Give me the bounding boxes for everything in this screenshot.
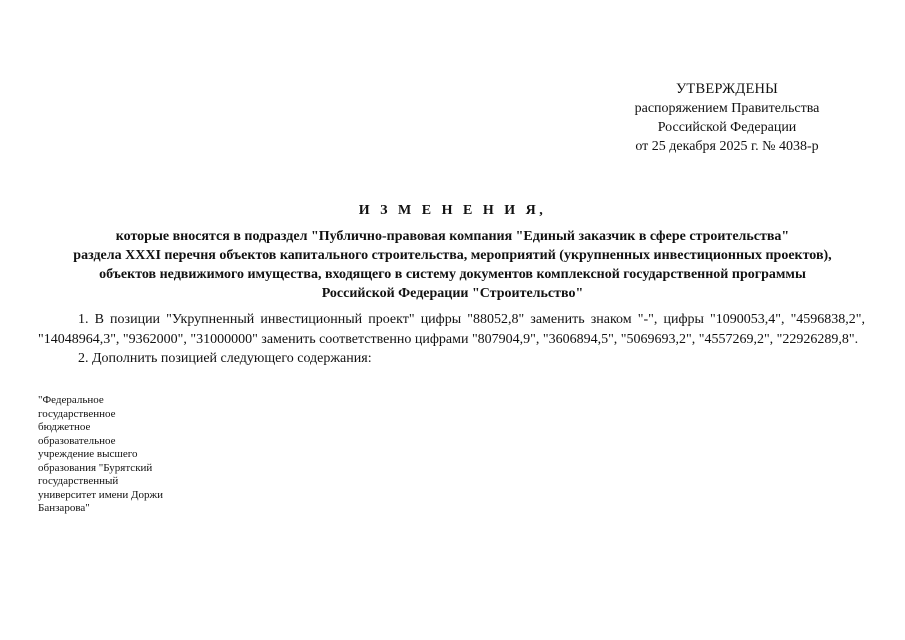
heading-line-4: Российской Федерации "Строительство": [321, 286, 584, 301]
heading-line-1: которые вносятся в подраздел "Публично-правовая компания "Единый заказчик в сфере строительства": [115, 229, 790, 244]
document-body: [38, 310, 865, 369]
table-cell-line: учреждение высшего: [38, 448, 138, 460]
table-cell-line: государственное: [38, 407, 116, 420]
table-cell-organization: [38, 394, 188, 516]
approval-line-1: распоряжением Правительства: [634, 101, 820, 116]
heading-line-2: раздела XXXI перечня объектов капитального строительства, мероприятий (укрупненных инвестиционных проектов),: [73, 248, 832, 263]
table-cell-line: бюджетное: [38, 421, 91, 433]
table-cell-line: государственный: [38, 475, 119, 487]
approval-block: [597, 80, 857, 156]
approval-line-3: от 25 декабря 2025 г. № 4038-р: [635, 139, 819, 154]
heading-line-3: объектов недвижимого имущества, входящего в систему документов комплексной государственной программы: [99, 267, 806, 282]
item-2-paragraph: 2. Дополнить позицией следующего содержания:: [78, 351, 372, 366]
approval-title: УТВЕРЖДЕНЫ: [675, 81, 779, 97]
heading-title: И З М Е Н Е Н И Я,: [358, 203, 547, 218]
table-cell-line: "Федеральное: [38, 394, 104, 406]
table-cell-line: образования "Бурятский: [38, 461, 153, 474]
approval-line-2: Российской Федерации: [657, 120, 797, 135]
item-1-paragraph: 1. В позиции "Укрупненный инвестиционный проект" цифры "88052,8" заменить знаком "-", цифры "1090053,4", "4596838,2", "14048964,3", "9362000", "31000000" заменить соответственно цифрами "807904,9", "3606894,5", "5069693,2", "4557269,2", "22926289,8".: [38, 312, 865, 347]
document-heading: [0, 201, 905, 303]
table-cell-line: университет имени Доржи: [38, 488, 164, 501]
table-cell-line: образовательное: [38, 434, 116, 447]
table-cell-line: Банзарова": [38, 502, 90, 514]
